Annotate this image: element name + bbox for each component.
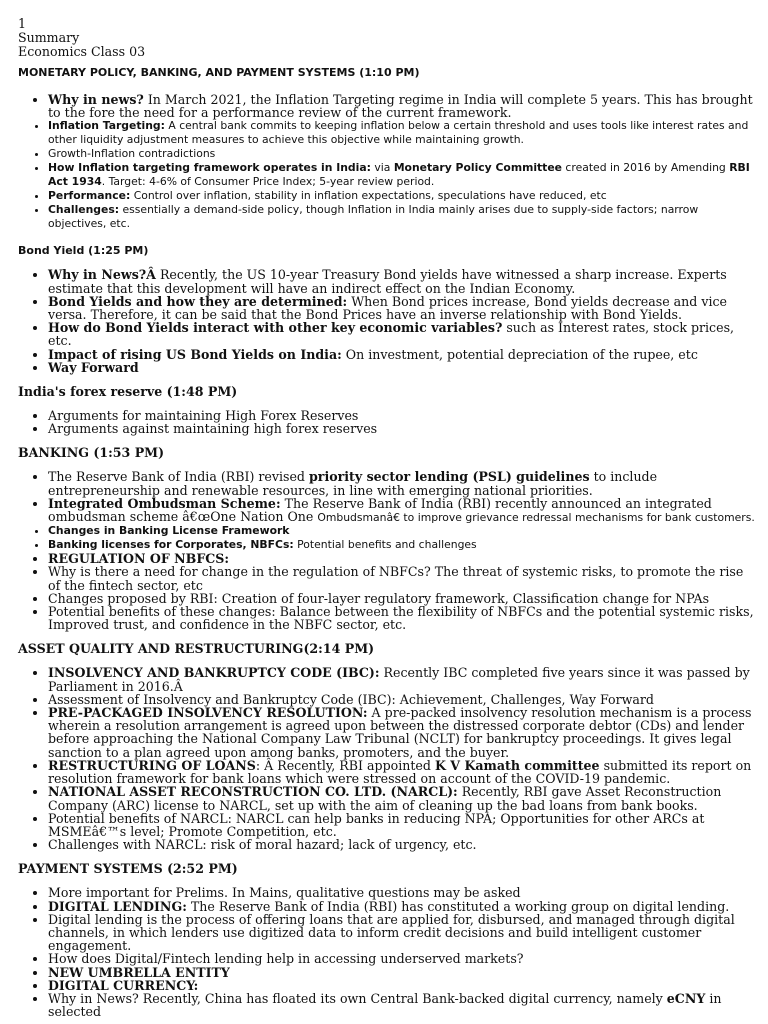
list-item: • How does Digital/Fintech lending help in accessing underserved markets?	[48, 952, 758, 965]
list-item: • RESTRUCTURING OF LOANS: Â Recently, RBI appointed K V Kamath committee submitted its report on resolution framework for bank loans which were stressed on account of the COVID-19 pandemic.	[48, 759, 758, 785]
list-item: • DIGITAL LENDING: The Reserve Bank of India (RBI) has constituted a working group on digital lending.	[48, 900, 758, 913]
list-item: • NEW UMBRELLA ENTITY	[48, 966, 758, 979]
section-heading-bond-yield: Bond Yield (1:25 PM)	[18, 244, 149, 258]
section-heading-banking: BANKING (1:53 PM)	[18, 445, 165, 461]
list-item: • NATIONAL ASSET RECONSTRUCTION CO. LTD. (NARCL): Recently, RBI gave Asset Reconstruction Company (ARC) license to NARCL, set up with the aim of cleaning up the bad loans from bank books.	[48, 785, 758, 811]
list-item: • Way Forward	[48, 361, 758, 374]
list-item: • Growth-Inflation contradictions	[48, 147, 758, 161]
class-title: Economics Class 03	[18, 44, 146, 59]
section-heading-monetary: MONETARY POLICY, BANKING, AND PAYMENT SYSTEMS (1:10 PM)	[18, 66, 420, 79]
section-heading-asset-quality: ASSET QUALITY AND RESTRUCTURING(2:14 PM)	[18, 641, 375, 657]
payment-list	[18, 886, 758, 1018]
list-item: • Why in News?Â Recently, the US 10-year Treasury Bond yields have witnessed a sharp increase. Experts estimate that this development will have an indirect effect on the Indian Economy.	[48, 268, 758, 294]
asset-list	[18, 666, 758, 851]
section-heading-payment-systems: PAYMENT SYSTEMS (2:52 PM)	[18, 861, 238, 877]
list-item: • How Inflation targeting framework operates in India: via Monetary Policy Committee created in 2016 by Amending RBI Act 1934. Target: 4-6% of Consumer Price Index; 5-year review period.	[48, 161, 758, 189]
list-item: • The Reserve Bank of India (RBI) revised priority sector lending (PSL) guidelines to include entrepreneurship and renewable resources, in line with emerging national priorities.	[48, 470, 758, 496]
list-item: • INSOLVENCY AND BANKRUPTCY CODE (IBC): Recently IBC completed five years since it was passed by Parliament in 2016.Â	[48, 666, 758, 692]
list-item: • DIGITAL CURRENCY:	[48, 979, 758, 992]
list-item: • Changes proposed by RBI: Creation of four-layer regulatory framework, Classification change for NPAs	[48, 592, 758, 605]
forex-list	[18, 409, 758, 435]
banking-list	[18, 470, 758, 631]
list-item: • Banking licenses for Corporates, NBFCs: Potential benefits and challenges	[48, 538, 758, 552]
list-item: • More important for Prelims. In Mains, qualitative questions may be asked	[48, 886, 758, 899]
list-item: • Digital lending is the process of offering loans that are applied for, disbursed, and managed through digital channels, in which lenders use digitized data to inform credit decisions and build intelligent customer engagement.	[48, 913, 758, 953]
document-page	[18, 17, 758, 1018]
list-item: • REGULATION OF NBFCS:	[48, 552, 758, 565]
list-item: • Impact of rising US Bond Yields on India: On investment, potential depreciation of the rupee, etc	[48, 348, 758, 361]
list-item: • Potential benefits of these changes: Balance between the flexibility of NBFCs and the potential systemic risks, Improved trust, and confidence in the NBFC sector, etc.	[48, 605, 758, 631]
list-item: • Inflation Targeting: A central bank commits to keeping inflation below a certain threshold and uses tools like interest rates and other liquidity adjustment measures to achieve this objective while maintaining growth.	[48, 119, 758, 147]
page-number: 1	[18, 16, 27, 31]
section-heading-forex: India's forex reserve (1:48 PM)	[18, 384, 238, 400]
list-item: • Performance: Control over inflation, stability in inflation expectations, speculations have reduced, etc	[48, 189, 758, 203]
list-item: • Challenges: essentially a demand-side policy, though Inflation in India mainly arises due to supply-side factors; narrow objectives, etc.	[48, 203, 758, 231]
list-item: • How do Bond Yields interact with other key economic variables? such as Interest rates, stock prices, etc.	[48, 321, 758, 347]
list-item: • Bond Yields and how they are determined: When Bond prices increase, Bond yields decrease and vice versa. Therefore, it can be said that the Bond Prices have an inverse relationship with Bond Yields.	[48, 295, 758, 321]
list-item: • Why is there a need for change in the regulation of NBFCs? The threat of systemic risks, to promote the rise of the fintech sector, etc	[48, 565, 758, 591]
bond-list	[18, 268, 758, 374]
list-item: • Why in news? In March 2021, the Inflation Targeting regime in India will complete 5 years. This has brought to the fore the need for a performance review of the current framework.	[48, 93, 758, 119]
list-item: • Why in News? Recently, China has floated its own Central Bank-backed digital currency, namely eCNY in selected	[48, 992, 758, 1018]
list-item: • Challenges with NARCL: risk of moral hazard; lack of urgency, etc.	[48, 838, 758, 851]
list-item: • Arguments for maintaining High Forex Reserves	[48, 409, 758, 422]
summary-label: Summary	[18, 30, 80, 45]
monetary-list	[18, 93, 758, 231]
list-item: • Arguments against maintaining high forex reserves	[48, 422, 758, 435]
list-item: • PRE-PACKAGED INSOLVENCY RESOLUTION: A pre-packed insolvency resolution mechanism is a process wherein a resolution arrangement is agreed upon between the distressed corporate debtor (CDs) and lender before approaching the National Company Law Tribunal (NCLT) for bankruptcy proceedings. It gives legal sanction to a plan agreed upon among banks, promoters, and the buyer.	[48, 706, 758, 759]
list-item: • Assessment of Insolvency and Bankruptcy Code (IBC): Achievement, Challenges, Way Forward	[48, 693, 758, 706]
list-item: • Changes in Banking License Framework	[48, 524, 758, 538]
list-item: • Integrated Ombudsman Scheme: The Reserve Bank of India (RBI) recently announced an integrated ombudsman scheme â€œOne Nation One Ombudsmanâ€ to improve grievance redressal mechanisms for bank customers.	[48, 497, 758, 524]
list-item: • Potential benefits of NARCL: NARCL can help banks in reducing NPA; Opportunities for other ARCs at MSMEâ€™s level; Promote Competition, etc.	[48, 812, 758, 838]
